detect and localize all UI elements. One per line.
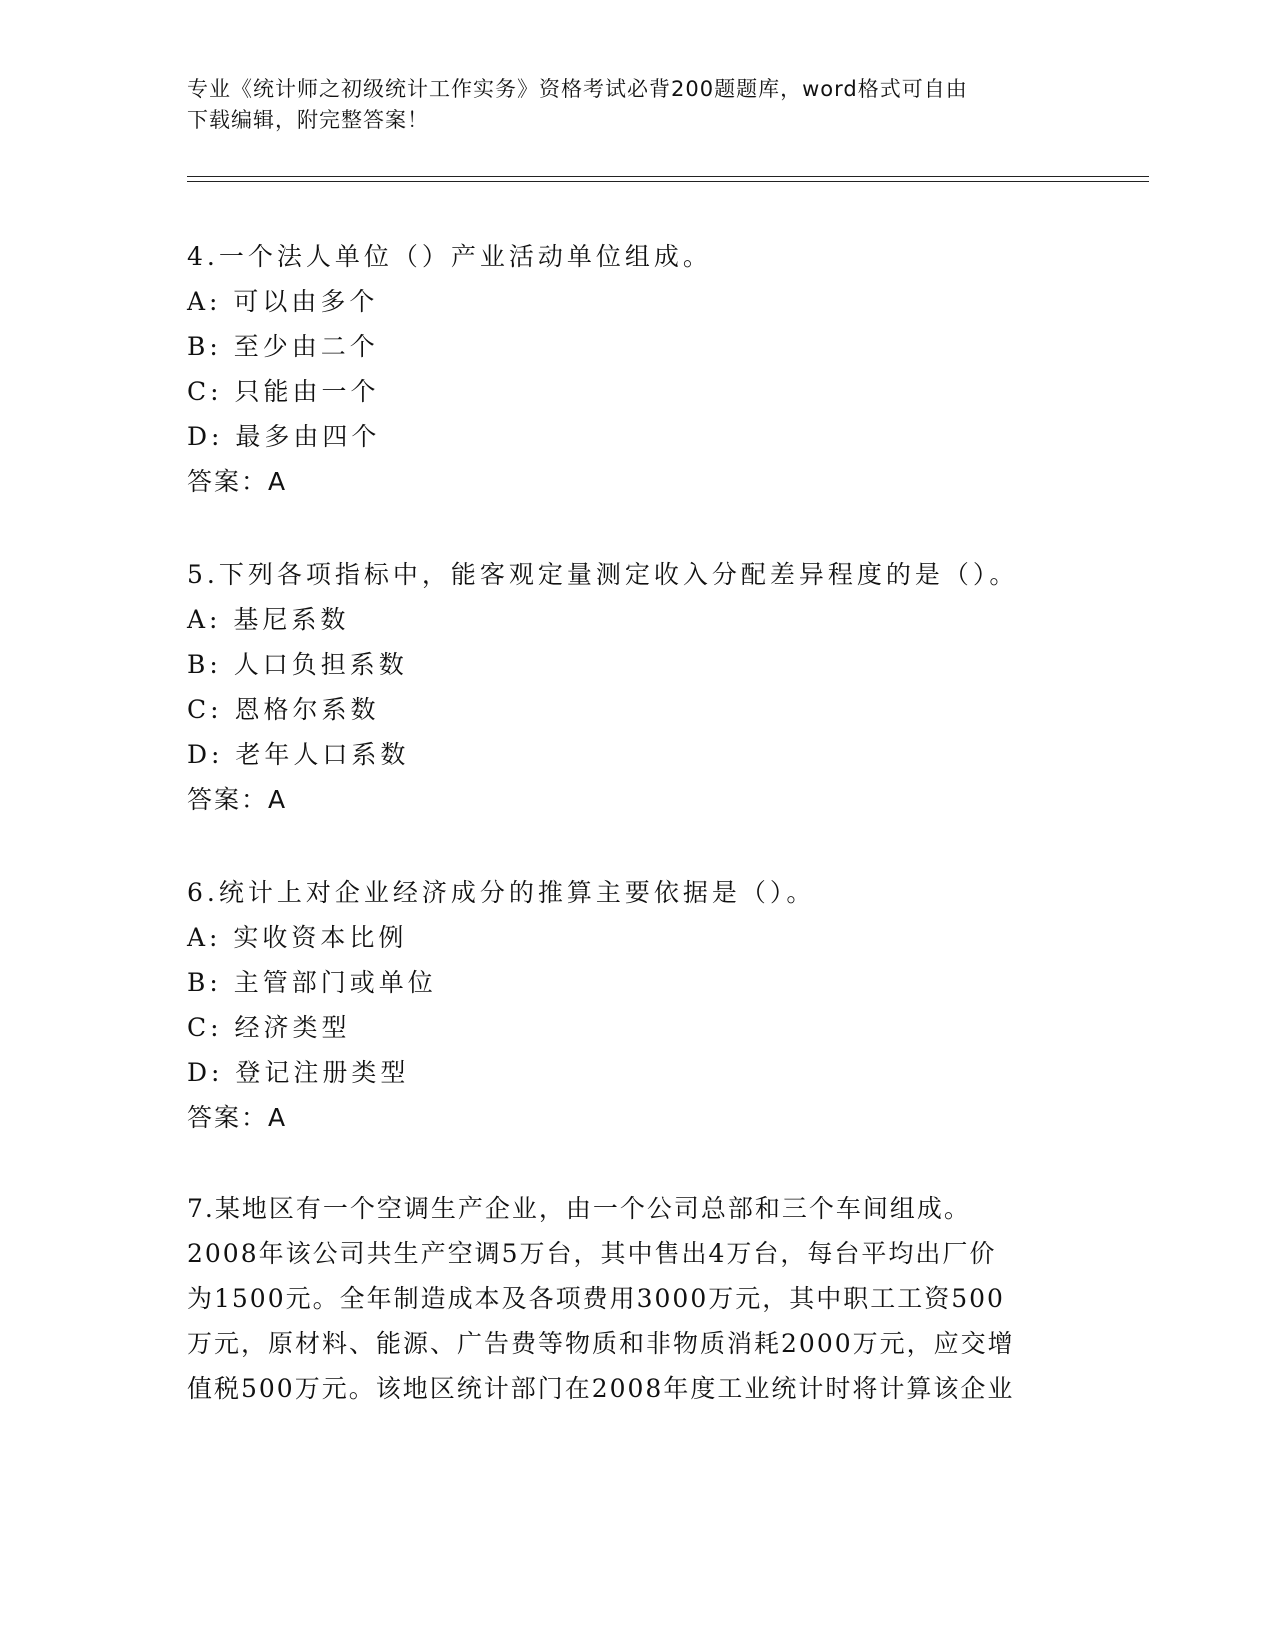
option-c: C: 经济类型 [187,1013,351,1042]
option-c: C: 恩格尔系数 [187,695,380,724]
header-divider-bottom [187,181,1149,182]
question-stem: 4.一个法人单位（）产业活动单位组成。 [187,242,712,271]
question-7-line-3: 为1500元。全年制造成本及各项费用3000万元，其中职工工资500 [187,1284,1005,1313]
document-header [187,74,1077,136]
option-a: A: 可以由多个 [187,287,379,316]
option-a: A: 实收资本比例 [187,923,408,952]
question-7-line-2: 2008年该公司共生产空调5万台，其中售出4万台，每台平均出厂价 [187,1239,997,1268]
question-7-line-4: 万元，原材料、能源、广告费等物质和非物质消耗2000万元，应交增 [187,1329,1015,1358]
question-5 [187,552,1067,822]
header-line-2: 下载编辑，附完整答案！ [187,108,429,132]
option-b: B: 人口负担系数 [187,650,408,679]
option-a: A: 基尼系数 [187,605,350,634]
option-d: D: 老年人口系数 [187,740,410,769]
question-7-line-1: 7.某地区有一个空调生产企业，由一个公司总部和三个车间组成。 [187,1194,971,1223]
question-6 [187,870,1067,1140]
question-4 [187,234,1067,504]
answer: 答案：A [187,467,288,496]
option-b: B: 至少由二个 [187,332,379,361]
option-d: D: 登记注册类型 [187,1058,410,1087]
question-7-line-5: 值税500万元。该地区统计部门在2008年度工业统计时将计算该企业 [187,1374,1015,1403]
option-c: C: 只能由一个 [187,377,380,406]
option-b: B: 主管部门或单位 [187,968,437,997]
option-d: D: 最多由四个 [187,422,381,451]
question-stem: 6.统计上对企业经济成分的推算主要依据是（）。 [187,878,816,907]
header-line-1: 专业《统计师之初级统计工作实务》资格考试必背200题题库，word格式可自由 [187,77,968,101]
header-divider-top [187,176,1149,177]
question-7 [187,1186,1067,1411]
question-stem: 5.下列各项指标中，能客观定量测定收入分配差异程度的是（）。 [187,560,1019,589]
answer: 答案：A [187,785,288,814]
answer: 答案：A [187,1103,288,1132]
